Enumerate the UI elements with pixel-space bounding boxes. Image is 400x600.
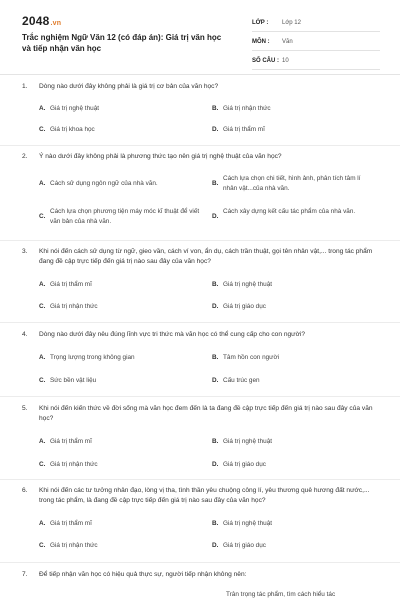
option-text: Giá trị thẩm mĩ — [223, 126, 265, 133]
question-divider — [0, 145, 400, 146]
meta-row-subject — [252, 37, 380, 51]
option-text: Giá trị giáo dục — [223, 542, 266, 549]
option-letter: C. — [39, 303, 46, 310]
option-letter: B. — [212, 105, 219, 112]
header — [22, 14, 378, 74]
question-number: 1. — [22, 83, 28, 90]
question-number: 4. — [22, 331, 28, 338]
meta-label: SỐ CÂU : — [252, 58, 279, 64]
question-divider — [0, 479, 400, 480]
option-text: Sức bền vật liệu — [50, 377, 97, 384]
option-letter: B. — [212, 180, 219, 187]
option-letter: C. — [39, 213, 46, 220]
option-text: Giá trị thẩm mĩ — [50, 520, 92, 527]
option-text: Giá trị giáo dục — [223, 461, 266, 468]
option-letter: D. — [212, 461, 219, 468]
option-text: Giá trị nhận thức — [50, 542, 98, 549]
question-text: Khi nói đến kiến thức về đời sống mà văn học đem đến là ta đang đề cập trực tiếp đến giá trị nào sau đây của văn học? — [39, 405, 373, 422]
option-letter: C. — [39, 377, 46, 384]
question-number: 6. — [22, 487, 28, 494]
meta-value: Lớp 12 — [282, 20, 301, 26]
meta-row-grade — [252, 18, 380, 32]
question-number: 2. — [22, 153, 28, 160]
option-text: Giá trị khoa học — [50, 126, 95, 133]
option-letter: D. — [212, 377, 219, 384]
option-letter: B. — [212, 354, 219, 361]
option-letter: B. — [212, 438, 219, 445]
meta-label: MÔN : — [252, 39, 270, 45]
option-letter: A. — [39, 520, 46, 527]
meta-value: Văn — [282, 39, 293, 45]
option-text: Giá trị nhận thức — [50, 461, 98, 468]
option-text: Cách xây dựng kết cấu tác phẩm của nhà văn. — [223, 208, 356, 215]
question-text: Khi nói đến cách sử dụng từ ngữ, gieo vần, cách ví von, ẩn dụ, cách trần thuật, gọi tên nhân vật,... trong tác phẩm đang đề cập trực tiếp đến giá trị nào sau đây của văn học? — [39, 248, 373, 265]
option-letter: A. — [39, 281, 46, 288]
option-letter: A. — [39, 354, 46, 361]
option-letter: C. — [39, 126, 46, 133]
option-letter: D. — [212, 303, 219, 310]
question-divider — [0, 240, 400, 241]
question-number: 3. — [22, 248, 28, 255]
option-text: Cách sử dụng ngôn ngữ của nhà văn. — [50, 180, 158, 187]
option-text: Trân trọng tác phẩm, tìm cách hiểu tác — [226, 591, 336, 598]
option-letter: A. — [39, 180, 46, 187]
option-text: Giá trị nhận thức — [223, 105, 271, 112]
question-text: Khi nói đến các tư tưởng nhân đạo, lòng vị tha, tình thần yêu chuộng công lí, yêu thương quê hương đất nước,... trong tác phẩm, là đang đề cập trực tiếp đến giá trị nào sau đây của văn học? — [39, 487, 370, 504]
option-letter: B. — [212, 281, 219, 288]
meta-row-count — [252, 56, 380, 70]
question-number: 5. — [22, 405, 28, 412]
meta-value: 10 — [282, 58, 289, 64]
option-text: Giá trị nghệ thuật — [50, 105, 100, 112]
option-letter: D. — [212, 542, 219, 549]
option-letter: C. — [39, 461, 46, 468]
question-number: 7. — [22, 571, 28, 578]
meta-label: LỚP : — [252, 20, 269, 26]
option-text: Giá trị nhận thức — [50, 303, 98, 310]
logo-suffix: .vn — [50, 20, 62, 27]
option-text: Giá trị thẩm mĩ — [50, 438, 92, 445]
option-text: Cách lựa chọn chi tiết, hình ảnh, phân tích tâm lí nhân vật...của nhà văn. — [223, 175, 361, 192]
option-text: Giá trị thẩm mĩ — [50, 281, 92, 288]
question-text: Ý nào dưới đây không phải là phương thức tạo nên giá trị nghệ thuật của văn học? — [39, 153, 282, 160]
option-letter: D. — [212, 126, 219, 133]
question-text: Để tiếp nhận văn học có hiệu quả thực sự, người tiếp nhận không nên: — [39, 571, 247, 578]
site-logo[interactable] — [22, 14, 61, 28]
option-letter: D. — [212, 213, 219, 220]
option-letter: B. — [212, 520, 219, 527]
question-divider — [0, 562, 400, 563]
option-letter: C. — [39, 542, 46, 549]
meta-info — [252, 18, 380, 75]
option-text: Cách lựa chọn phương tiện máy móc kĩ thuật để viết văn bản của nhà văn. — [50, 208, 200, 225]
question-text: Dòng nào dưới đây không phải là giá trị cơ bản của văn học? — [39, 83, 219, 90]
option-text: Tâm hồn con người — [223, 354, 280, 361]
question-text: Dòng nào dưới đây nêu đúng lĩnh vực tri thức mà văn học có thể cung cấp cho con người? — [39, 331, 306, 338]
option-text: Cấu trúc gen — [223, 377, 260, 384]
header-divider — [0, 74, 400, 75]
option-text: Giá trị nghệ thuật — [223, 438, 273, 445]
option-text: Giá trị nghệ thuật — [223, 281, 273, 288]
question-divider — [0, 396, 400, 397]
logo-main: 2048 — [22, 14, 50, 28]
option-text: Giá trị nghệ thuật — [223, 520, 273, 527]
option-letter: A. — [39, 438, 46, 445]
option-text: Giá trị giáo dục — [223, 303, 266, 310]
option-text: Trọng lượng trong không gian — [50, 354, 135, 361]
question-divider — [0, 322, 400, 323]
option-letter: A. — [39, 105, 46, 112]
page-title: Trắc nghiệm Ngữ Văn 12 (có đáp án): Giá trị văn học và tiếp nhận văn học — [22, 33, 222, 53]
